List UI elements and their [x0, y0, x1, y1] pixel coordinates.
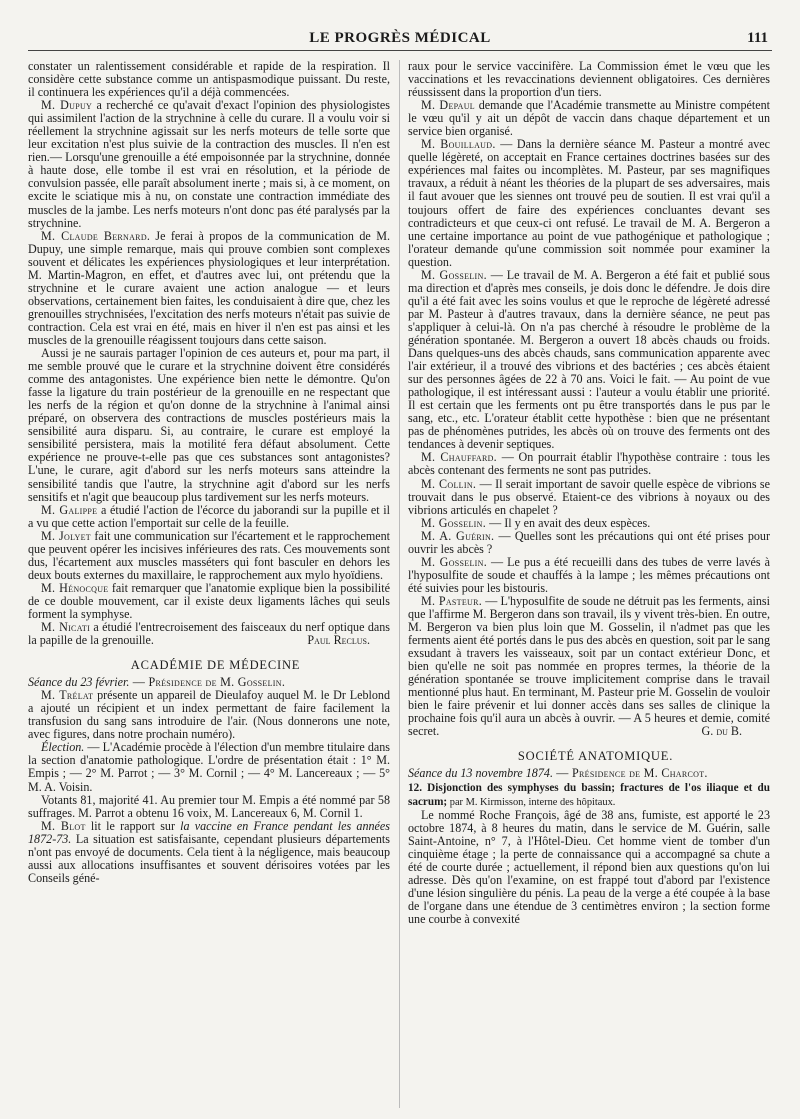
- paragraph: M. Gosselin. — Le travail de M. A. Bergeron a été fait et publié sous ma direction et d'après mes conseils, je dois donc le défendre. Je dois dire qu'il a été fait avec les soins voulus et que le reproche de légèreté adressé par M. Pasteur à d'autres travaux, dans la dernière séance, ne peut pas s'appliquer à celui-là. On n'a pas cherché à résoudre le problème de la génération spontanée. M. Bergeron a ouvert 18 abcès chauds ou froids. Dans quelques-uns des abcès chauds, sans communication apparente avec l'air extérieur, il a trouvé des vibrions et des bactéries ; ces abcès étaient sur des personnes âgées de 22 à 70 ans. Voici le fait. — Au point de vue pathologique, il est intéressant aussi : l'auteur a voulu établir une priorité. Il est certain que les ferments ont pu être transportés dans le pus par le sang, etc., etc. L'orateur établit cette hypothèse : bien que ne présentant pas de phénomènes putrides, les abcès où on trouve des ferments ont des tendances à devenir septiques.: [408, 267, 770, 452]
- paragraph: M. Collin. — Il serait important de savoir quelle espèce de vibrions se trouvait dans le pus observé. Etaient-ce des vibrions à noyaux ou des vibrions articulés en chapelet ?: [408, 476, 770, 517]
- observation-heading: [408, 781, 770, 809]
- observation-author: par M. Kirmisson, interne des hôpitaux.: [447, 796, 616, 808]
- right-column: [408, 60, 770, 1110]
- paragraph: Votants 81, majorité 41. Au premier tour M. Empis a été nommé par 58 suffrages. M. Parrot a obtenu 16 voix, M. Lancereaux 6, M. Cornil 1.: [28, 792, 390, 820]
- paragraph: M. Bouillaud. — Dans la dernière séance M. Pasteur a montré avec quelle légèreté, on acceptait en France certaines doctrines basées sur des expériences mal faites ou incomplètes. M. Pasteur, par ses magnifiques travaux, a réduit à néant les théories de la plupart de ses adversaires, mais il faut avouer que les siennes ont trouvé peu de soutien. Il est vrai qu'il a toujours offert de faire des expériences concluantes devant ses contradicteurs et que ceux-ci ont refusé. Le travail de M. A. Bergeron a une certaine importance au point de vue pathogénique et pathologique ; l'orateur demande qu'une commission soit nommée pour examiner la question.: [408, 137, 770, 269]
- speaker-name: M. Dupuy: [41, 98, 93, 113]
- paragraph: Aussi je ne saurais partager l'opinion de ces auteurs et, pour ma part, il me semble prouvé que le curare et la strychnine doivent être considérés comme des antagonistes. Une expérience bien nette le démontre. Qu'on fasse la ligature du train postérieur de la grenouille en ne respectant que les nerfs de la région et qu'on donne de la strychnine à l'animal ainsi préparé, on observera des contractions de muscles postérieurs mais la sensibilité aura disparu. Si, au contraire, le curare est employé la sensibilité persistera, mais la motilité fera défaut absolument. Cette expérience ne prouve-t-elle pas que ces substances sont antagonistes? L'une, le curare, agit d'abord sur les nerfs moteurs sans atteindre la sensibilité tandis que l'autre, la strychnine agit d'abord sur les nerfs sensitifs et n'agit que beaucoup plus tardivement sur les nerfs moteurs.: [28, 346, 390, 504]
- speaker-name: M. Pasteur.: [421, 593, 483, 608]
- speaker-name: M. Trélat: [41, 688, 94, 703]
- paragraph: M. Dupuy a recherché ce qu'avait d'exact l'opinion des physiologistes qui assimilent l'action de la strychnine à celle du curare. Il a voulu voir si réellement la strychnine agissait sur les nerfs moteurs de telle sorte que leur excitation n'est plus suivie de la contraction des muscles. Il n'en est rien.— Lorsqu'une grenouille a été empoisonnée par la strychnine, donnée à haute dose, elle tombe il est vrai en résolution, et la période de convulsion passée, elle paraît absolument inerte ; mais si, à ce moment, on excite le sciatique mis à nu, on constate une contraction immédiate des muscles de la jambe. Les nerfs moteurs n'ont donc pas été paralysés par la strychnine.: [28, 98, 390, 230]
- paragraph: M. Pasteur. — L'hyposulfite de soude ne détruit pas les ferments, ainsi que l'affirme M. Bergeron dans son travail, ils y vivent très-bien. En outre, M. Bergeron va bien plus loin que M. Gosselin, il n'admet pas que les ferments aient été portés dans le pus des abcès en question, soit par le sang exsudant à travers les vaisseaux, soit par un contact extérieur Donc, et bien qu'elle ne soit pas nommée en propres termes, la théorie de la génération spontanée se trouve implicitement comprise dans le travail mentionné plus haut. En terminant, M. Pasteur prie M. Gosselin de vouloir bien le faire prévenir et lui donner accès dans ses salles de clinique la prochaine fois qu'il aura un abcès à ouvrir. — A 5 heures et demie, comité secret. G. du B.: [408, 593, 770, 739]
- paragraph: Le nommé Roche François, âgé de 38 ans, fumiste, est apporté le 23 octobre 1874, à 8 heures du matin, dans le service de M. Guérin, salle Saint-Antoine, n° 7, à l'Hôtel-Dieu. Cet homme vient de tomber d'un cinquième étage ; la perte de connaissance qui a accompagné sa chute a été de courte durée ; actuellement, il répond bien aux questions qu'on lui adresse. Dès qu'on l'examine, on est frappé tout d'abord par l'existence d'une lésion singulière du pénis. La peau de la verge a été coupée à la base de l'organe dans une étendue de 3 centimètres environ ; la section forme une courbe à convexité: [408, 807, 770, 926]
- session-president: — Présidence de M. Gosselin.: [129, 675, 286, 690]
- left-column: [28, 60, 390, 1110]
- speaker-name: M. Blot: [41, 818, 86, 833]
- paragraph: M. Jolyet fait une communication sur l'écartement et le rapprochement que peuvent opérer les incisives inférieures des rats. Ces mouvements sont dus, l'écartement aux muscles masséters qui font basculer en dehors les deux bouts externes du maxillaire, le rapprochement aux mylo hyoïdiens.: [28, 528, 390, 582]
- running-header: [28, 28, 772, 51]
- speaker-name: M. Chauffard.: [421, 450, 498, 465]
- session-president: — Présidence de M. Charcot.: [552, 766, 708, 781]
- paragraph: M. Blot lit le rapport sur la vaccine en France pendant les années 1872-73. La situation est satisfaisante, cependant plusieurs départements n'ont pas envoyé de documents. Cela tient à la négligence, mais beaucoup aussi aux allocations insuffisantes et souvent dérisoires votées par les Conseils géné-: [28, 818, 390, 885]
- paragraph: M. Gosselin. — Le pus a été recueilli dans des tubes de verre lavés à l'hyposulfite de soude et chauffés à la lampe ; les mêmes précautions ont été suivies pour les bistouris.: [408, 554, 770, 595]
- author-signature: G. du B.: [701, 724, 742, 739]
- speaker-name: M. Gosselin.: [421, 554, 488, 569]
- speaker-name: M. Gosselin.: [421, 267, 487, 282]
- observation-title: Disjonction des symphyses du bassin; fractures de l'os iliaque et du sacrum;: [408, 781, 770, 808]
- speaker-name: M. Bouillaud.: [421, 137, 496, 152]
- session-date: Séance du 13 novembre 1874.: [408, 766, 553, 781]
- paragraph: raux pour le service vaccinifère. La Commission émet le vœu que les vaccinations et les revaccinations deviennent obligatoires. Ces dernières réussissent dans la proportion d'un tiers.: [408, 60, 770, 100]
- paragraph: M. Gosselin. — Il y en avait des deux espèces.: [421, 515, 651, 530]
- paragraph: M. Claude Bernard. Je ferai à propos de la communication de M. Dupuy, une simple remarque, mais qui prouve combien sont complexes souvent et délicates les expériences physiologiques et leur interprétation. M. Martin-Magron, en effet, et d'autres avec lui, ont prétendu que la strychnine et le curare avaient une action analogue — et leurs observations, certainement bien faites, les conduisaient à dire que, chez les grenouilles strychnisées, l'excitation des nerfs moteurs n'était pas suivie de contraction. Cela est vrai en été, mais en hiver il n'en est pas ainsi et les muscles de la grenouille réagissent toujours dans cette saison.: [28, 228, 390, 347]
- journal-title: LE PROGRÈS MÉDICAL: [309, 30, 491, 46]
- paragraph: M. Hénocque fait remarquer que l'anatomie explique bien la possibilité de ce double mouvement, car il existe deux ligaments lâches qui seuls forment la symphyse.: [28, 580, 390, 621]
- section-title: SOCIÉTÉ ANATOMIQUE.: [517, 749, 674, 764]
- column-divider: [399, 60, 400, 1108]
- speaker-name: M. Gosselin.: [421, 515, 487, 530]
- section-title: ACADÉMIE DE MÉDECINE: [130, 658, 301, 673]
- paragraph: M. Chauffard. — On pourrait établir l'hypothèse contraire : tous les abcès contenant des ferments ne sont pas putrides.: [408, 450, 770, 478]
- author-signature: Paul Reclus.: [307, 633, 370, 648]
- session-line: [408, 767, 770, 780]
- speaker-name: M. Nicati: [41, 620, 91, 635]
- paragraph: M. Depaul demande que l'Académie transmette au Ministre compétent le vœu qu'il y ait un dépôt de vaccin dans chaque département et un service bien organisé.: [408, 98, 770, 139]
- paragraph: M. Nicati a étudié l'entrecroisement des faisceaux du nerf optique dans la papille de la grenouille. Paul Reclus.: [28, 620, 390, 648]
- paragraph: M. A. Guérin. — Quelles sont les précautions qui ont été prises pour ouvrir les abcès ?: [408, 528, 770, 556]
- paragraph: constater un ralentissement considérable et rapide de la respiration. Il considère cette substance comme un antispasmodique puissant. Du reste, il continuera les expériences qu'il a déjà commencées.: [28, 60, 390, 100]
- report-title: la vaccine en France pendant les années 1872-73.: [28, 818, 390, 846]
- speaker-name: M. Hénocque: [41, 580, 109, 595]
- paragraph-label: Élection.: [41, 740, 85, 755]
- speaker-name: M. Claude Bernard: [41, 228, 147, 243]
- page-number: 111: [747, 30, 768, 46]
- paragraph: Élection. — L'Académie procède à l'élection d'un membre titulaire dans la section d'anatomie pathologique. L'ordre de présentation était : 1° M. Empis ; — 2° M. Parrot ; — 3° M. Cornil ; — 4° M. Lancereaux ; — 5° M. A. Voisin.: [28, 740, 390, 794]
- speaker-name: M. A. Guérin.: [421, 528, 495, 543]
- speaker-name: M. Galippe: [41, 502, 98, 517]
- session-date: Séance du 23 février.: [28, 675, 130, 690]
- paragraph: M. Trélat présente un appareil de Dieulafoy auquel M. le Dr Leblond a ajouté un récipient et un index permettant de faire facilement la transfusion du sang sans introduire de l'air. (Nous donnerons une note, avec figures, dans notre prochain numéro).: [28, 688, 390, 742]
- speaker-name: M. Depaul: [421, 98, 475, 113]
- speaker-name: M. Collin.: [421, 476, 477, 491]
- observation-number: 12.: [408, 781, 422, 794]
- paragraph: M. Galippe a étudié l'action de l'écorce du jaborandi sur la pupille et il a vu que cette action l'emportait sur celle de la feuille.: [28, 502, 390, 530]
- speaker-name: M. Jolyet: [41, 528, 91, 543]
